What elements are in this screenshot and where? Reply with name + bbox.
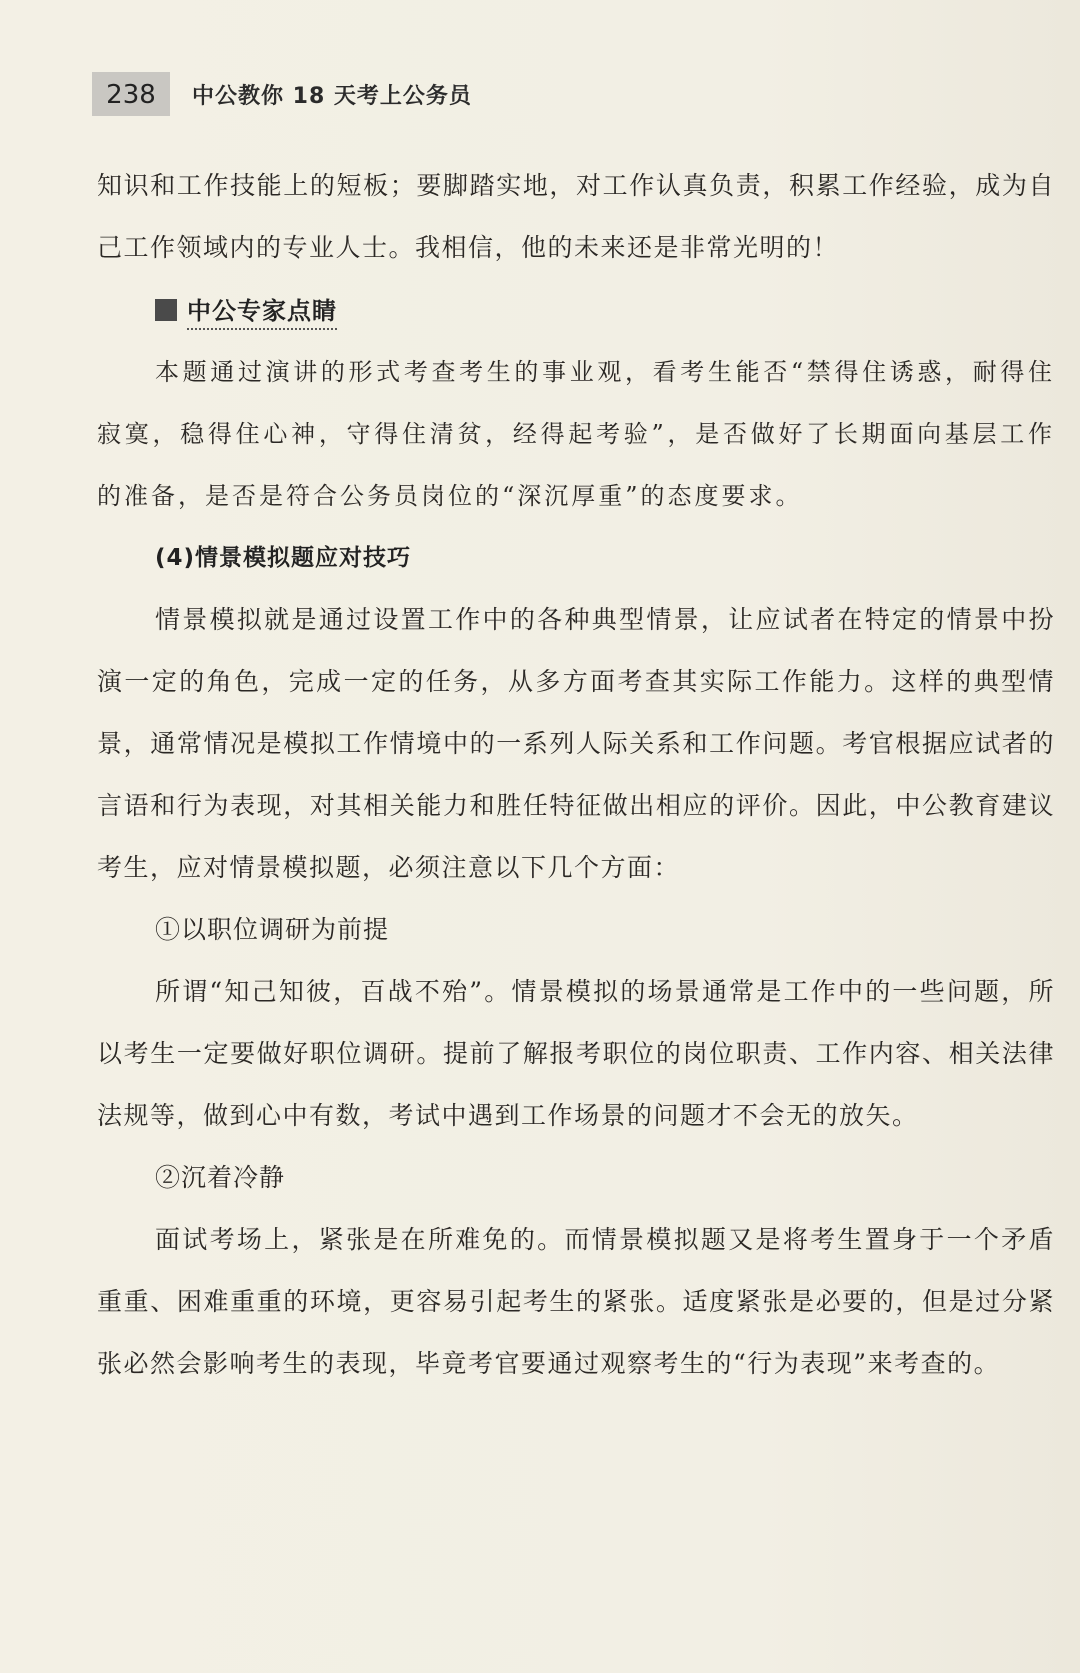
running-title: 中公教你 18 天考上公务员	[192, 83, 472, 109]
point-heading-2: ②沉着冷静	[155, 1163, 286, 1192]
paragraph-situational: 情景模拟就是通过设置工作中的各种典型情景，让应试者在特定的情景中扮演一定的角色，完成一定的任务，从多方面考查其实际工作能力。这样的典型情景，通常情况是模拟工作情境中的一系列人际关系和工作问题。考官根据应试者的言语和行为表现，对其相关能力和胜任特征做出相应的评价。因此，中公教育建议考生，应对情景模拟题，必须注意以下几个方面：	[97, 605, 1055, 882]
point-heading-1: ①以职位调研为前提	[155, 915, 390, 944]
expert-box-heading	[155, 279, 1055, 341]
paragraph-research: 所谓“知己知彼，百战不殆”。情景模拟的场景通常是工作中的一些问题，所以考生一定要做好职位调研。提前了解报考职位的岗位职责、工作内容、相关法律法规等，做到心中有数，考试中遇到工作场景的问题才不会无的放矢。	[97, 977, 1055, 1130]
expert-comment: 本题通过演讲的形式考查考生的事业观，看考生能否“禁得住诱惑，耐得住寂寞，稳得住心神，守得住清贫，经得起考验”，是否做好了长期面向基层工作的准备，是否是符合公务员岗位的“深沉厚重”的态度要求。	[97, 358, 1055, 510]
section-heading: (4)情景模拟题应对技巧	[155, 545, 412, 571]
paragraph-continued: 知识和工作技能上的短板；要脚踏实地，对工作认真负责，积累工作经验，成为自己工作领域内的专业人士。我相信，他的未来还是非常光明的！	[97, 171, 1055, 262]
page-body	[97, 155, 1055, 1395]
page-header	[92, 72, 472, 116]
paragraph-calm: 面试考场上，紧张是在所难免的。而情景模拟题又是将考生置身于一个矛盾重重、困难重重的环境，更容易引起考生的紧张。适度紧张是必要的，但是过分紧张必然会影响考生的表现，毕竟考官要通过观察考生的“行为表现”来考查的。	[97, 1225, 1055, 1378]
square-bullet-icon	[155, 299, 177, 321]
page-number: 238	[92, 72, 170, 116]
expert-heading-label: 中公专家点睛	[187, 291, 337, 330]
